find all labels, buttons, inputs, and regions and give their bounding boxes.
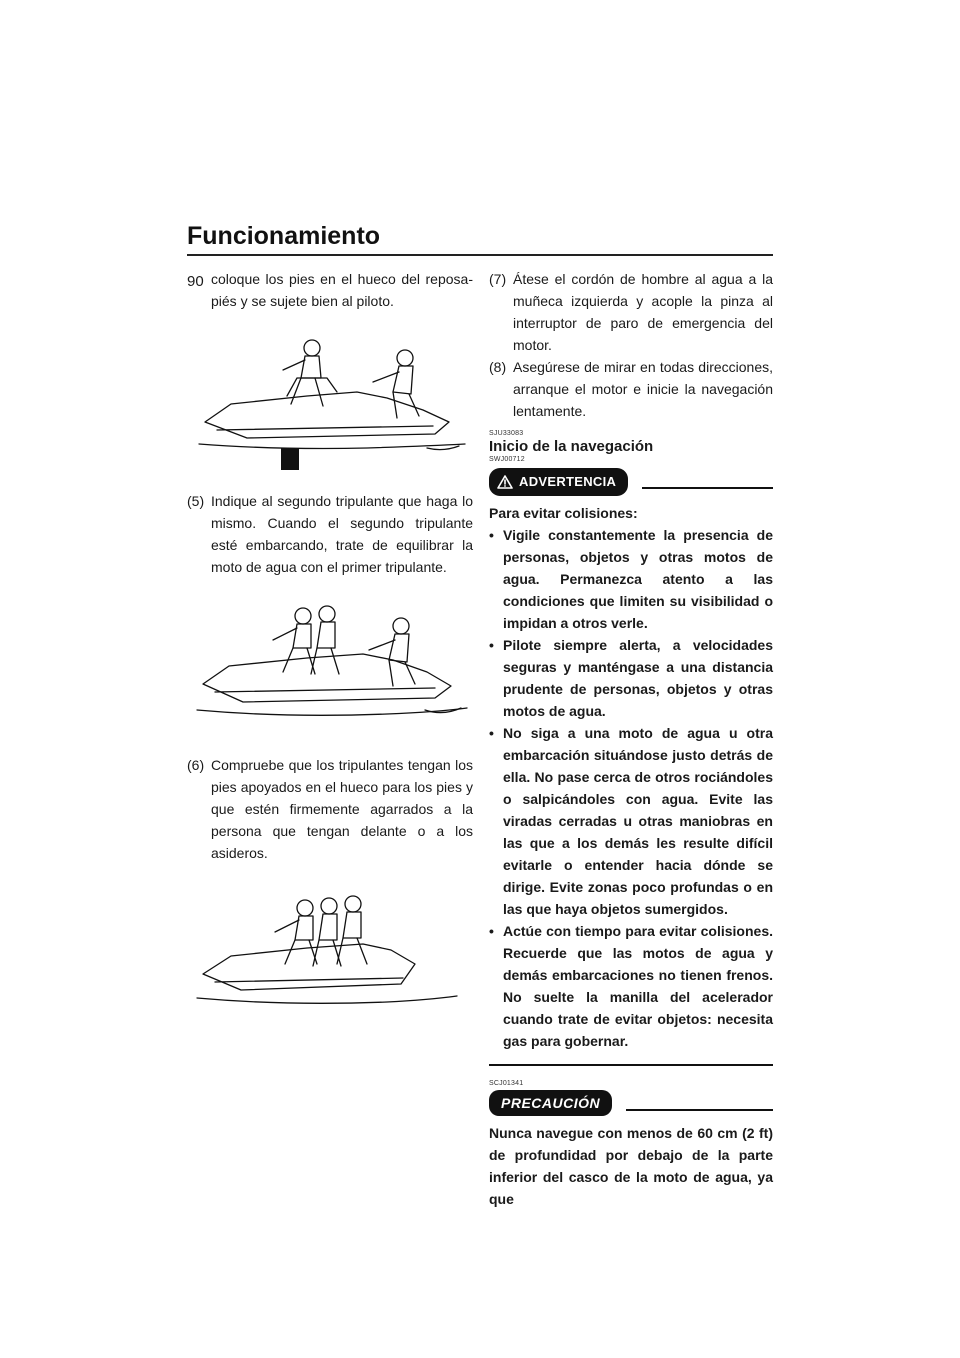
step-6-text: Compruebe que los tripulantes tengan los pies apoyados en el hueco para los pies y que estén firmemente agarrados a la persona que tengan delante o a los asideros. [211, 757, 473, 861]
step-5-text: Indique al segundo tripulante que haga lo mismo. Cuando el segundo tripulante esté embarcando, trate de equilibrar la moto de agua con el primer tripulante. [211, 493, 473, 575]
warning-bullet: • Actúe con tiempo para evitar colisiones. Recuerde que las motos de agua y demás embarcaciones no tienen frenos. No suelte la manilla del acelerador cuando trate de evitar objetos: necesita gas para gobernar. [489, 920, 773, 1052]
warning-bullet: • Pilote siempre alerta, a velocidades seguras y manténgase a una distancia prudente de personas, objetos y otras motos de agua. [489, 634, 773, 722]
header-rule [187, 254, 773, 256]
caution-badge: PRECAUCIÓN [489, 1090, 612, 1116]
page-title: Funcionamiento [187, 222, 381, 250]
step-5 [187, 490, 473, 578]
caution-code: SCJ01341 [489, 1080, 524, 1087]
step-8-number: (8) [489, 359, 507, 375]
right-column [489, 268, 773, 1210]
step-8 [489, 356, 773, 422]
caution-text: Nunca navegue con menos de 60 cm (2 ft) de profundidad por debajo de la parte inferior del casco de la moto de agua, ya que [489, 1125, 773, 1207]
warning-rule [642, 487, 773, 489]
warning-badge [489, 468, 628, 496]
bullet-dot-icon: • [489, 637, 494, 653]
warning-label: ADVERTENCIA [519, 474, 617, 489]
illustration-one-passenger [187, 326, 473, 476]
step-8-text: Asegúrese de mirar en todas direcciones, arranque el motor e inicie la navegación lentamente. [513, 359, 773, 419]
warning-bullet: • No siga a una moto de agua u otra embarcación situándose justo detrás de ella. No pase cerca de otros rociándoles o salpicándoles con agua. Evite las viradas cerradas u otras maniobras en las que a los demás les resulte difícil evitarle o entender hacia dónde se dirige. Evite zonas poco profundas o en las que haya objetos sumergidos. [489, 722, 773, 920]
bullet-dot-icon: • [489, 725, 494, 741]
step-5-number: (5) [187, 493, 205, 509]
step-7-text: Átese el cordón de hombre al agua a la muñeca izquierda y acople la pinza al interruptor de paro de emergencia del motor. [513, 271, 773, 353]
warning-end-rule [489, 1064, 773, 1066]
warning-bullet: • Vigile constantemente la presencia de personas, objetos y otras motos de agua. Permanezca atento a las condiciones que limiten su visibilidad o impidan a otros verle. [489, 524, 773, 634]
section-code: SJU33083 [489, 430, 524, 437]
bullet-dot-icon: • [489, 923, 494, 939]
illustration-three-passengers [187, 878, 473, 1028]
intro-text: coloque los pies en el hueco del reposa-piés y se sujete bien al piloto. [211, 271, 473, 309]
left-column [187, 268, 473, 1042]
section-title: Inicio de la navegación [489, 438, 654, 455]
warning-intro: Para evitar colisiones: [489, 505, 638, 521]
warning-header [489, 468, 773, 496]
caution-rule [626, 1109, 773, 1111]
step-7-number: (7) [489, 271, 507, 287]
step-6 [187, 754, 473, 864]
warning-triangle-icon [497, 475, 513, 489]
bullet-dot-icon: • [489, 527, 494, 543]
step-7 [489, 268, 773, 356]
illustration-two-passengers [187, 592, 473, 740]
warning-code: SWJ00712 [489, 456, 525, 463]
caution-header [489, 1090, 773, 1116]
step-6-number: (6) [187, 757, 205, 773]
page-number: 90 [187, 273, 204, 290]
